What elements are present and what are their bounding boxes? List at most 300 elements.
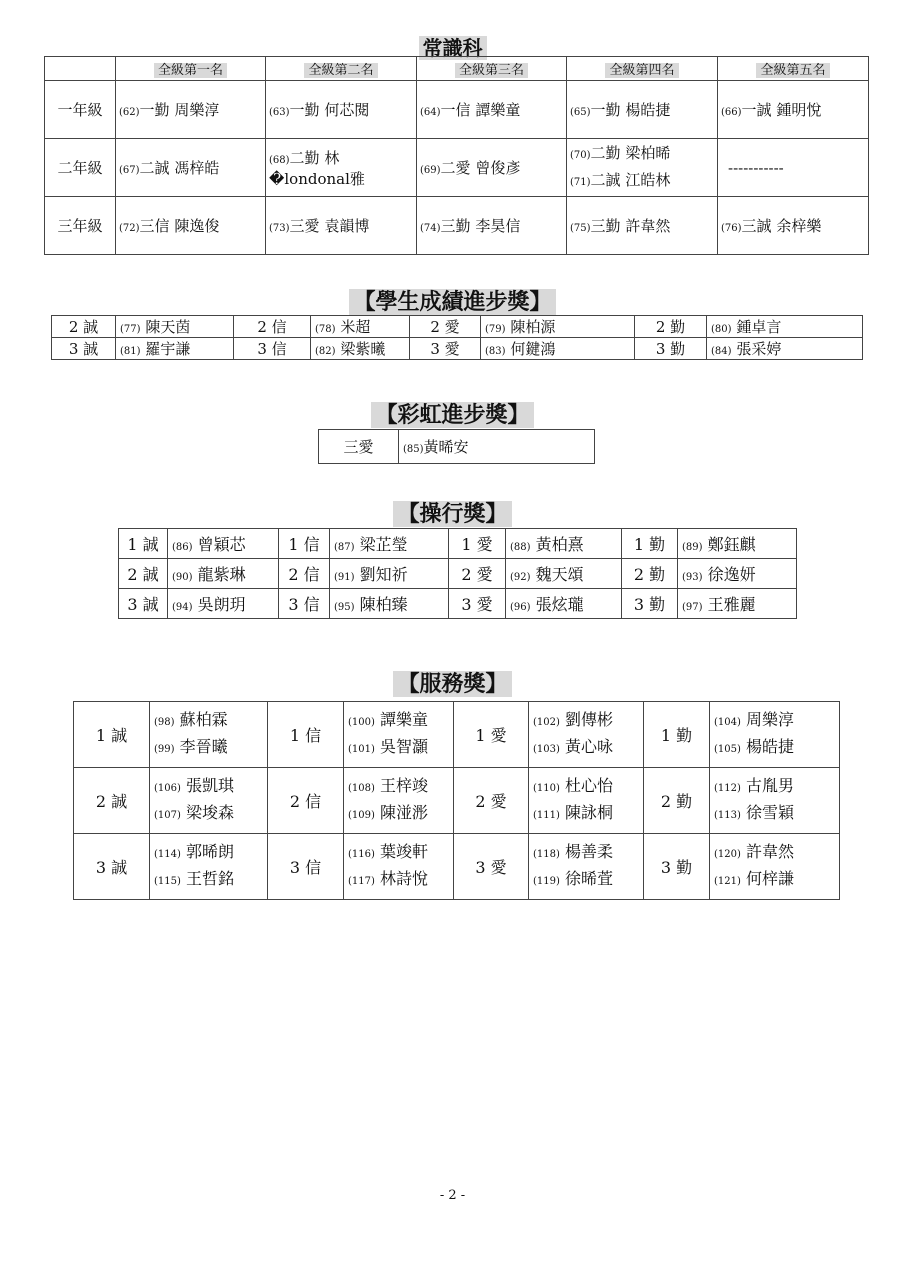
student-cell <box>344 834 454 900</box>
student-number: (64) <box>420 107 441 118</box>
student-cell <box>707 338 863 360</box>
student-name: 陳逸俊 <box>174 217 220 235</box>
class-label: 2 愛 <box>430 318 460 336</box>
student-name: 楊善柔 <box>564 841 613 861</box>
student-number: (77) <box>120 324 141 335</box>
student-entry <box>533 840 643 867</box>
student-number: (91) <box>334 572 355 583</box>
student-entry <box>714 774 839 801</box>
student-number: (79) <box>485 324 506 335</box>
student-number: (108) <box>348 782 375 794</box>
student-number: (114) <box>154 848 181 860</box>
class-cell <box>644 768 710 834</box>
student-cell <box>168 589 279 619</box>
class-cell <box>644 834 710 900</box>
rank-header-label: 全級第五名 <box>756 63 829 78</box>
student-number: (81) <box>120 346 141 357</box>
student-entry <box>570 168 717 195</box>
student-cell <box>168 529 279 559</box>
student-entry <box>533 708 643 735</box>
student-entry <box>348 867 453 894</box>
student-number: (84) <box>711 346 732 357</box>
class-cell <box>635 316 707 338</box>
table-row <box>52 338 863 360</box>
class-label: 3 信 <box>288 595 320 614</box>
student-name: 周樂淳 <box>745 709 794 729</box>
class-cell <box>234 338 311 360</box>
page-number: - 2 - <box>439 1188 466 1203</box>
student-name: 譚樂童 <box>475 101 521 119</box>
student-number: (90) <box>172 572 193 583</box>
student-class: 二誠 <box>590 170 621 189</box>
class-label: 2 信 <box>289 792 322 811</box>
table-row <box>119 589 797 619</box>
student-name: 魏天頌 <box>535 565 584 584</box>
class-label: 2 勤 <box>633 565 666 584</box>
student-cell <box>168 559 279 589</box>
student-name: 杜心怡 <box>564 775 613 795</box>
class-cell <box>74 768 150 834</box>
student-number: (65) <box>570 107 591 118</box>
rank-header-label: 全級第二名 <box>304 63 377 78</box>
student-number: (68) <box>269 154 290 166</box>
rank-header <box>266 57 417 81</box>
student-number: (119) <box>533 875 560 887</box>
student-name: 何鍵鴻 <box>510 340 556 358</box>
student-class: 二勤 <box>590 143 621 162</box>
student-cell <box>266 81 417 139</box>
student-cell <box>116 197 266 255</box>
student-class: 三愛 <box>289 217 320 235</box>
student-name: 曾穎芯 <box>197 535 246 554</box>
rank-header-label: 全級第三名 <box>455 63 528 78</box>
table-row <box>119 559 797 589</box>
class-cell <box>449 589 506 619</box>
student-name: 吳朗玥 <box>197 595 246 614</box>
class-cell <box>119 529 168 559</box>
student-number: (113) <box>714 809 741 821</box>
student-number: (70) <box>570 149 591 161</box>
class-cell <box>74 834 150 900</box>
student-cell <box>311 338 410 360</box>
student-number: (118) <box>533 848 560 860</box>
class-label: 2 愛 <box>461 565 493 584</box>
class-cell <box>119 559 168 589</box>
student-name: 李昊信 <box>475 217 521 235</box>
student-class: 一信 <box>440 101 471 119</box>
class-label: 2 勤 <box>655 318 686 336</box>
rank-header <box>417 57 567 81</box>
student-cell <box>417 197 567 255</box>
grade-label: 二年級 <box>57 159 103 177</box>
student-number: (75) <box>570 223 591 234</box>
rank-header-label: 全級第四名 <box>605 63 678 78</box>
class-label: 3 勤 <box>660 858 693 877</box>
class-cell <box>410 316 481 338</box>
student-cell <box>344 768 454 834</box>
student-name: 何芯閱 <box>324 101 370 119</box>
class-cell <box>234 316 311 338</box>
class-label: 3 信 <box>289 858 322 877</box>
student-cell <box>481 338 635 360</box>
student-number: (97) <box>682 602 703 613</box>
student-name: 馮梓皓 <box>174 159 220 177</box>
student-number: (105) <box>714 743 741 755</box>
student-cell <box>399 430 595 464</box>
student-name: 林�londonal雅 <box>269 148 365 188</box>
general-knowledge-table <box>44 56 869 255</box>
table-row <box>45 81 869 139</box>
class-cell <box>622 529 678 559</box>
student-entry <box>154 735 267 762</box>
student-entry <box>714 840 839 867</box>
student-name: 陳柏臻 <box>359 595 408 614</box>
class-cell <box>74 702 150 768</box>
table-row <box>74 768 840 834</box>
grade-label: 三年級 <box>57 217 103 235</box>
class-label: 1 愛 <box>461 535 493 554</box>
class-label: 3 信 <box>257 340 287 358</box>
student-cell <box>710 702 840 768</box>
student-entry <box>714 735 839 762</box>
student-name: 米超 <box>340 318 371 336</box>
class-cell: 三愛 <box>319 430 399 464</box>
student-number: (89) <box>682 542 703 553</box>
student-cell <box>417 139 567 197</box>
student-cell <box>481 316 635 338</box>
student-name: 陳湴浵 <box>379 802 428 822</box>
student-class: 一勤 <box>590 101 621 119</box>
student-number: (116) <box>348 848 375 860</box>
student-number: (107) <box>154 809 181 821</box>
grade-cell <box>45 81 116 139</box>
student-number: (66) <box>721 107 742 118</box>
class-cell <box>635 338 707 360</box>
student-number: (101) <box>348 743 375 755</box>
student-name: 劉知祈 <box>359 565 408 584</box>
student-cell <box>718 81 869 139</box>
student-entry <box>533 867 643 894</box>
student-cell <box>678 589 797 619</box>
student-number: (69) <box>420 165 441 176</box>
class-label: 2 信 <box>288 565 320 584</box>
student-name: 徐逸妍 <box>707 565 756 584</box>
student-number: (94) <box>172 602 193 613</box>
student-cell <box>330 559 449 589</box>
class-label: 3 愛 <box>430 340 460 358</box>
student-entry <box>154 774 267 801</box>
student-class: 二愛 <box>440 159 471 177</box>
student-class: 三勤 <box>440 217 471 235</box>
class-label: 3 誠 <box>68 340 99 358</box>
student-name: 周樂淳 <box>174 101 220 119</box>
student-class: 三誠 <box>741 217 772 235</box>
student-number: (85) <box>403 444 424 455</box>
rainbow-award-table <box>318 429 595 464</box>
student-name: 李晉曦 <box>179 736 228 756</box>
student-name: 徐晞萓 <box>564 868 613 888</box>
student-number: (73) <box>269 223 290 234</box>
class-label: 3 愛 <box>475 858 507 877</box>
student-name: 黃心咏 <box>564 736 613 756</box>
class-cell <box>279 559 330 589</box>
student-number: (62) <box>119 107 140 118</box>
student-number: (98) <box>154 716 175 728</box>
student-number: (80) <box>711 324 732 335</box>
student-cell <box>116 139 266 197</box>
student-name: 余梓樂 <box>776 217 822 235</box>
rank-header <box>718 57 869 81</box>
student-name: 張炫瓏 <box>535 595 584 614</box>
student-class: 一誠 <box>741 101 772 119</box>
student-number: (103) <box>533 743 560 755</box>
student-number: (72) <box>119 223 140 234</box>
student-name: 王哲銘 <box>185 868 234 888</box>
student-name: 黃柏熹 <box>535 535 584 554</box>
student-entry <box>533 774 643 801</box>
student-class: 二勤 <box>289 148 320 167</box>
class-label: 3 誠 <box>95 858 128 877</box>
student-cell <box>506 559 622 589</box>
student-number: (76) <box>721 223 742 234</box>
grade-cell <box>45 197 116 255</box>
grade-label: 一年級 <box>57 101 103 119</box>
student-name: 陳柏源 <box>510 318 556 336</box>
student-entry <box>348 774 453 801</box>
rainbow-award-title: 【彩虹進步獎】 <box>0 398 905 429</box>
student-name: 葉竣軒 <box>379 841 428 861</box>
student-entry <box>348 801 453 828</box>
student-cell <box>344 702 454 768</box>
student-number: (115) <box>154 875 181 887</box>
student-name: 張凱琪 <box>185 775 234 795</box>
class-label: 1 愛 <box>475 726 507 745</box>
student-number: (121) <box>714 875 741 887</box>
student-class: 三勤 <box>590 217 621 235</box>
table-row <box>45 197 869 255</box>
class-cell <box>454 768 529 834</box>
student-number: (120) <box>714 848 741 860</box>
student-number: (93) <box>682 572 703 583</box>
student-name: 陳天茵 <box>145 318 191 336</box>
student-number: (92) <box>510 572 531 583</box>
student-number: (104) <box>714 716 741 728</box>
student-name: 曾俊彥 <box>475 159 521 177</box>
student-number: (74) <box>420 223 441 234</box>
student-name: 陳詠桐 <box>564 802 613 822</box>
student-name: 郭晞朗 <box>185 841 234 861</box>
general-knowledge-title: 常識科 <box>0 32 905 61</box>
student-number: (111) <box>533 809 560 821</box>
student-entry <box>714 867 839 894</box>
corner-cell <box>45 57 116 81</box>
student-cell <box>678 529 797 559</box>
student-name: 王雅麗 <box>707 595 756 614</box>
table-row <box>74 834 840 900</box>
student-entry <box>154 867 267 894</box>
student-number: (88) <box>510 542 531 553</box>
class-cell <box>52 316 116 338</box>
class-cell <box>268 768 344 834</box>
class-label: 3 愛 <box>461 595 493 614</box>
student-cell <box>311 316 410 338</box>
student-name: 張采婷 <box>736 340 782 358</box>
class-label: 2 勤 <box>660 792 693 811</box>
student-cell <box>116 81 266 139</box>
empty-placeholder: ----------- <box>728 158 784 177</box>
service-award-title: 【服務獎】 <box>0 667 905 698</box>
student-name: 梁芷瑩 <box>359 535 408 554</box>
student-cell <box>529 768 644 834</box>
student-cell <box>116 338 234 360</box>
student-entry <box>154 840 267 867</box>
service-award-table <box>73 701 840 900</box>
student-name: 譚樂童 <box>379 709 428 729</box>
student-cell <box>150 834 268 900</box>
student-number: (100) <box>348 716 375 728</box>
student-number: (106) <box>154 782 181 794</box>
student-name: 梁柏晞 <box>625 143 671 162</box>
student-cell <box>330 589 449 619</box>
table-row <box>119 529 797 559</box>
class-cell <box>644 702 710 768</box>
class-label: 3 勤 <box>655 340 686 358</box>
student-name: 王梓竣 <box>379 775 428 795</box>
student-entry <box>533 801 643 828</box>
student-name: 袁韻博 <box>324 217 370 235</box>
header-row <box>45 57 869 81</box>
student-cell <box>506 529 622 559</box>
student-cell <box>567 81 718 139</box>
student-number: (99) <box>154 743 175 755</box>
class-cell <box>279 529 330 559</box>
class-cell <box>449 559 506 589</box>
class-label: 3 誠 <box>127 595 159 614</box>
rank-header-label: 全級第一名 <box>154 63 227 78</box>
student-cell <box>150 768 268 834</box>
student-name: 鍾卓言 <box>736 318 782 336</box>
student-entry <box>154 708 267 735</box>
student-name: 吳智灝 <box>379 736 428 756</box>
student-number: (117) <box>348 875 375 887</box>
conduct-award-title: 【操行獎】 <box>0 497 905 528</box>
conduct-award-table <box>118 528 797 619</box>
student-cell <box>707 316 863 338</box>
class-label: 2 誠 <box>68 318 99 336</box>
class-label: 2 誠 <box>95 792 128 811</box>
student-number: (112) <box>714 782 741 794</box>
rank-header <box>116 57 266 81</box>
student-number: (87) <box>334 542 355 553</box>
student-cell <box>150 702 268 768</box>
student-cell <box>718 139 869 197</box>
class-cell <box>449 529 506 559</box>
student-class: 一勤 <box>139 101 170 119</box>
class-cell <box>268 834 344 900</box>
class-cell <box>454 702 529 768</box>
class-label: 3 勤 <box>633 595 666 614</box>
student-number: (109) <box>348 809 375 821</box>
progress-award-table <box>51 315 863 360</box>
student-name: 許韋然 <box>745 841 794 861</box>
student-cell <box>330 529 449 559</box>
student-cell <box>529 702 644 768</box>
student-cell <box>710 768 840 834</box>
class-label: 2 誠 <box>127 565 159 584</box>
student-entry <box>348 840 453 867</box>
student-cell <box>718 197 869 255</box>
student-name: 何梓謙 <box>745 868 794 888</box>
student-entry <box>714 801 839 828</box>
student-name: 羅宇謙 <box>145 340 191 358</box>
student-cell <box>116 316 234 338</box>
student-entry <box>714 708 839 735</box>
student-cell <box>266 139 417 197</box>
student-number: (102) <box>533 716 560 728</box>
student-entry <box>570 141 717 168</box>
class-cell <box>622 559 678 589</box>
student-entry <box>154 801 267 828</box>
student-entry <box>348 708 453 735</box>
student-name: 鍾明悅 <box>776 101 822 119</box>
student-cell <box>529 834 644 900</box>
student-entry <box>533 735 643 762</box>
student-name: 鄭鈺麒 <box>707 535 756 554</box>
student-class: 三信 <box>139 217 170 235</box>
student-name: 林詩悅 <box>379 868 428 888</box>
class-cell <box>410 338 481 360</box>
student-cell <box>710 834 840 900</box>
student-number: (67) <box>119 165 140 176</box>
student-name: 劉傳彬 <box>564 709 613 729</box>
class-label: 1 信 <box>288 535 320 554</box>
table-row <box>319 430 595 464</box>
class-label: 2 愛 <box>475 792 507 811</box>
student-entry <box>348 735 453 762</box>
student-number: (95) <box>334 602 355 613</box>
rank-header <box>567 57 718 81</box>
student-class: 一勤 <box>289 101 320 119</box>
student-name: 蘇柏霖 <box>179 709 228 729</box>
progress-award-title: 【學生成績進步獎】 <box>0 285 905 316</box>
student-name: 梁埈森 <box>185 802 234 822</box>
student-number: (63) <box>269 107 290 118</box>
student-class: 二誠 <box>139 159 170 177</box>
student-number: (83) <box>485 346 506 357</box>
student-name: 龍紫琳 <box>197 565 246 584</box>
class-cell <box>119 589 168 619</box>
student-number: (110) <box>533 782 560 794</box>
student-name: 楊皓捷 <box>625 101 671 119</box>
class-label: 1 誠 <box>95 726 128 745</box>
student-name: 古胤男 <box>745 775 794 795</box>
class-label: 2 信 <box>257 318 287 336</box>
student-number: (96) <box>510 602 531 613</box>
student-number: (78) <box>315 324 336 335</box>
class-cell <box>268 702 344 768</box>
student-number: (86) <box>172 542 193 553</box>
class-cell <box>52 338 116 360</box>
student-name: 楊皓捷 <box>745 736 794 756</box>
student-number: (71) <box>570 176 591 188</box>
student-name: 黃晞安 <box>423 438 469 456</box>
student-name: 徐雪穎 <box>745 802 794 822</box>
student-name: 許韋然 <box>625 217 671 235</box>
grade-cell <box>45 139 116 197</box>
student-cell <box>506 589 622 619</box>
student-cell <box>417 81 567 139</box>
table-row <box>52 316 863 338</box>
